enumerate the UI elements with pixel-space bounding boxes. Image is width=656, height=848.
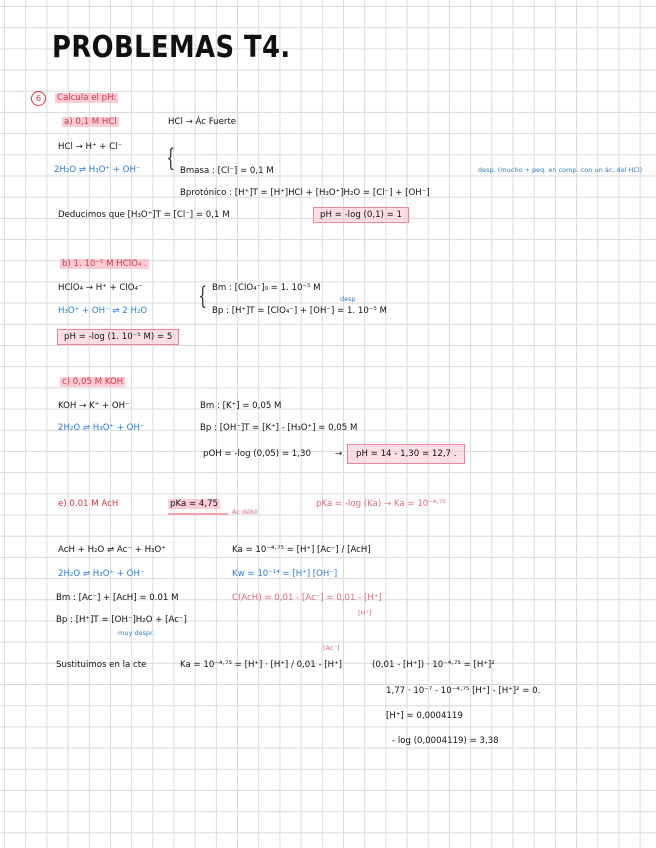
part-e-line1: (0,01 - [H⁺]) · 10⁻⁴·⁷⁵ = [H⁺]² bbox=[372, 660, 495, 670]
part-e-line2: 1,77 · 10⁻⁷ - 10⁻⁴·⁷⁵ [H⁺] - [H⁺]² = 0. bbox=[386, 686, 541, 696]
part-e-line4: - log (0,0004119) = 3,38 bbox=[392, 736, 499, 746]
problem-intro bbox=[55, 94, 118, 103]
part-b-label bbox=[60, 260, 149, 269]
part-e-ka-expression: pKa = -log (Ka) → Ka = 10⁻⁴·⁷⁵ bbox=[316, 499, 446, 509]
part-c-label-text: c) 0,05 M KOH bbox=[62, 377, 124, 387]
part-e-substitute: Sustituimos en la cte bbox=[56, 660, 147, 670]
brace-b: { bbox=[198, 282, 207, 310]
part-b-dissociation: HClO₄ → H⁺ + ClO₄⁻ bbox=[58, 283, 143, 293]
part-b-proton-balance: Bp : [H⁺]T = [ClO₄⁻] + [OH⁻] = 1. 10⁻⁵ M bbox=[212, 306, 387, 316]
problem-number-badge: 6 bbox=[31, 91, 46, 106]
part-e-pka bbox=[168, 500, 220, 509]
part-a-note: desp. (mucho + peq. en comp. con un ác. del HCl) bbox=[478, 166, 643, 174]
part-b-result: pH = -log (1. 10⁻⁵ M) = 5 bbox=[57, 329, 179, 345]
part-e-ka-definition: Ka = 10⁻⁴·⁷⁵ = [H⁺] [Ac⁻] / [AcH] bbox=[232, 545, 371, 555]
part-c-mass-balance: Bm : [K⁺] = 0,05 M bbox=[200, 401, 282, 411]
part-e-proton-balance: Bp : [H⁺]T = [OH⁻]H₂O + [Ac⁻] bbox=[56, 615, 187, 625]
part-c-dissociation: KOH → K⁺ + OH⁻ bbox=[58, 401, 130, 411]
part-a-label-text: a) 0,1 M HCl bbox=[64, 117, 117, 127]
part-c-arrow: → bbox=[335, 449, 343, 459]
part-a-strong-acid: HCl → Ác Fuerte bbox=[168, 117, 237, 127]
part-e-kw: Kw = 10⁻¹⁴ = [H⁺] [OH⁻] bbox=[232, 569, 338, 579]
part-e-acid-eq: AcH + H₂O ⇌ Ac⁻ + H₃O⁺ bbox=[58, 545, 166, 555]
part-e-mass-balance: Bm : [Ac⁻] + [AcH] = 0.01 M bbox=[56, 593, 179, 603]
part-e-line3: [H⁺] = 0,0004119 bbox=[386, 711, 463, 721]
part-c-proton-balance: Bp : [OH⁻]T = [K⁺] - [H₃O⁺] = 0,05 M bbox=[200, 423, 358, 433]
part-e-label: e) 0.01 M AcH bbox=[58, 499, 119, 509]
part-e-water-eq: 2H₂O ⇌ H₃O⁺ + OH⁻ bbox=[58, 569, 145, 579]
part-e-bp-note: muy despr. bbox=[118, 629, 155, 637]
part-a-mass-balance: Bmasa : [Cl⁻] = 0,1 M bbox=[180, 166, 274, 176]
part-a-dissociation: HCl → H⁺ + Cl⁻ bbox=[58, 142, 123, 152]
part-e-cach: C(AcH) = 0,01 - [Ac⁻] = 0,01 - [H⁺] bbox=[232, 593, 382, 603]
part-b-mass-balance: Bm : [ClO₄⁻]₀ = 1. 10⁻⁵ M bbox=[212, 283, 321, 293]
part-a-label bbox=[62, 118, 119, 127]
part-c-water-eq: 2H₂O ⇌ H₃O⁺ + OH⁻ bbox=[58, 423, 145, 433]
part-e-hplus-under: [H⁺] bbox=[358, 609, 372, 617]
part-c-label bbox=[60, 378, 125, 387]
part-b-desp-note: desp bbox=[340, 295, 356, 303]
part-a-deduction: Deducimos que [H₃O⁺]T = [Cl⁻] = 0,1 M bbox=[58, 210, 230, 220]
part-b-label-text: b) 1. 10⁻⁵ M HClO₄ . bbox=[62, 259, 147, 269]
part-b-water-eq: H₃O⁺ + OH⁻ ⇌ 2 H₂O bbox=[58, 306, 148, 316]
part-a-result: pH = -log (0,1) = 1 bbox=[313, 207, 409, 223]
part-e-weak-acid: Ác débil bbox=[232, 508, 258, 516]
part-c-poh: pOH = -log (0,05) = 1,30 bbox=[203, 449, 311, 459]
brace-a: { bbox=[166, 144, 175, 172]
part-e-pka-text: pKa = 4,75 bbox=[170, 499, 219, 509]
page-title: PROBLEMAS T4. bbox=[52, 30, 291, 65]
problem-intro-text: Calcula el pH: bbox=[57, 93, 117, 103]
part-a-proton-balance: Bprotónico : [H⁺]T = [H⁺]HCl + [H₃O⁺]H₂O = [Cl⁻] + [OH⁻] bbox=[180, 188, 430, 198]
part-e-ac-over: [Ac⁻] bbox=[323, 644, 340, 652]
pka-underline bbox=[168, 513, 228, 515]
part-e-ka-substituted: Ka = 10⁻⁴·⁷⁵ = [H⁺] · [H⁺] / 0,01 - [H⁺] bbox=[180, 660, 342, 670]
part-a-water-eq: 2H₂O ⇌ H₃O⁺ + OH⁻ bbox=[54, 165, 141, 175]
part-c-result: pH = 14 - 1,30 = 12,7 . bbox=[347, 444, 465, 464]
